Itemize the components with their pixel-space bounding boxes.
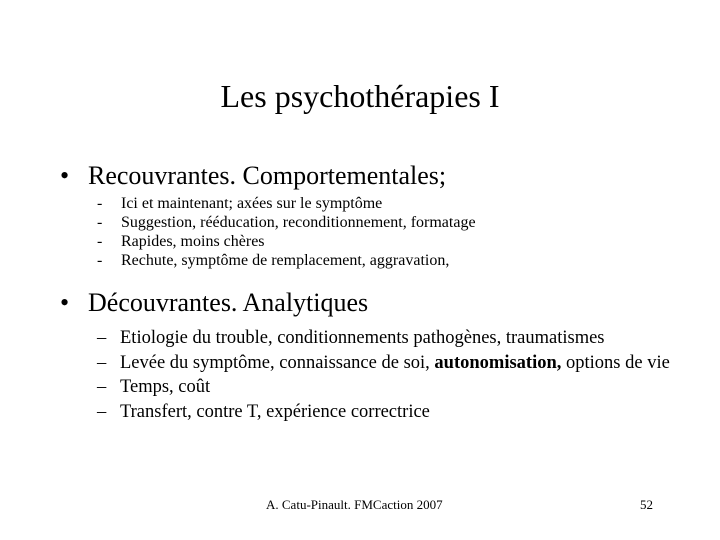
list-item-text: Etiologie du trouble, conditionnements pathogènes, traumatismes — [120, 328, 605, 348]
heading-text: Découvrantes. Analytiques — [88, 288, 369, 317]
list-item — [97, 251, 476, 270]
list-item-text: Suggestion, rééducation, reconditionnement, formatage — [121, 214, 476, 231]
list-item-text: Rechute, symptôme de remplacement, aggravation, — [121, 252, 450, 269]
list-item-emphasis: autonomisation, — [434, 352, 562, 373]
dash-marker: – — [97, 352, 107, 373]
list-item — [97, 375, 680, 400]
bullet-marker: • — [60, 161, 70, 190]
list-item — [97, 194, 476, 213]
section-decouvrantes-heading — [60, 287, 368, 319]
dash-marker: – — [97, 377, 107, 397]
slide-title: Les psychothérapies I — [220, 78, 500, 114]
bullet-marker: • — [60, 288, 70, 317]
list-item-text: Temps, coût — [120, 377, 211, 397]
dash-marker: – — [97, 328, 107, 348]
list-item — [97, 232, 476, 251]
page-number: 52 — [640, 497, 653, 512]
list-item — [97, 351, 680, 376]
section-recouvrantes-list — [97, 194, 476, 270]
list-item-text: Ici et maintenant; axées sur le symptôme — [121, 195, 383, 212]
footer-author: A. Catu-Pinault. FMCaction 2007 — [266, 497, 443, 512]
section-recouvrantes-heading — [60, 160, 446, 192]
list-item — [97, 326, 680, 351]
dash-marker: - — [97, 195, 103, 212]
list-item — [97, 213, 476, 232]
list-item-text-before: Levée du symptôme, connaissance de soi, — [120, 352, 435, 373]
list-item-text-after: options de vie — [561, 352, 670, 373]
heading-text: Recouvrantes. Comportementales; — [88, 161, 447, 190]
dash-marker: - — [97, 214, 103, 231]
dash-marker: - — [97, 233, 103, 250]
dash-marker: - — [97, 252, 103, 269]
section-decouvrantes-list — [97, 326, 680, 424]
list-item-text: Transfert, contre T, expérience correctrice — [120, 401, 430, 422]
list-item-text: Rapides, moins chères — [121, 233, 265, 250]
dash-marker: – — [97, 401, 107, 422]
list-item — [97, 400, 680, 425]
